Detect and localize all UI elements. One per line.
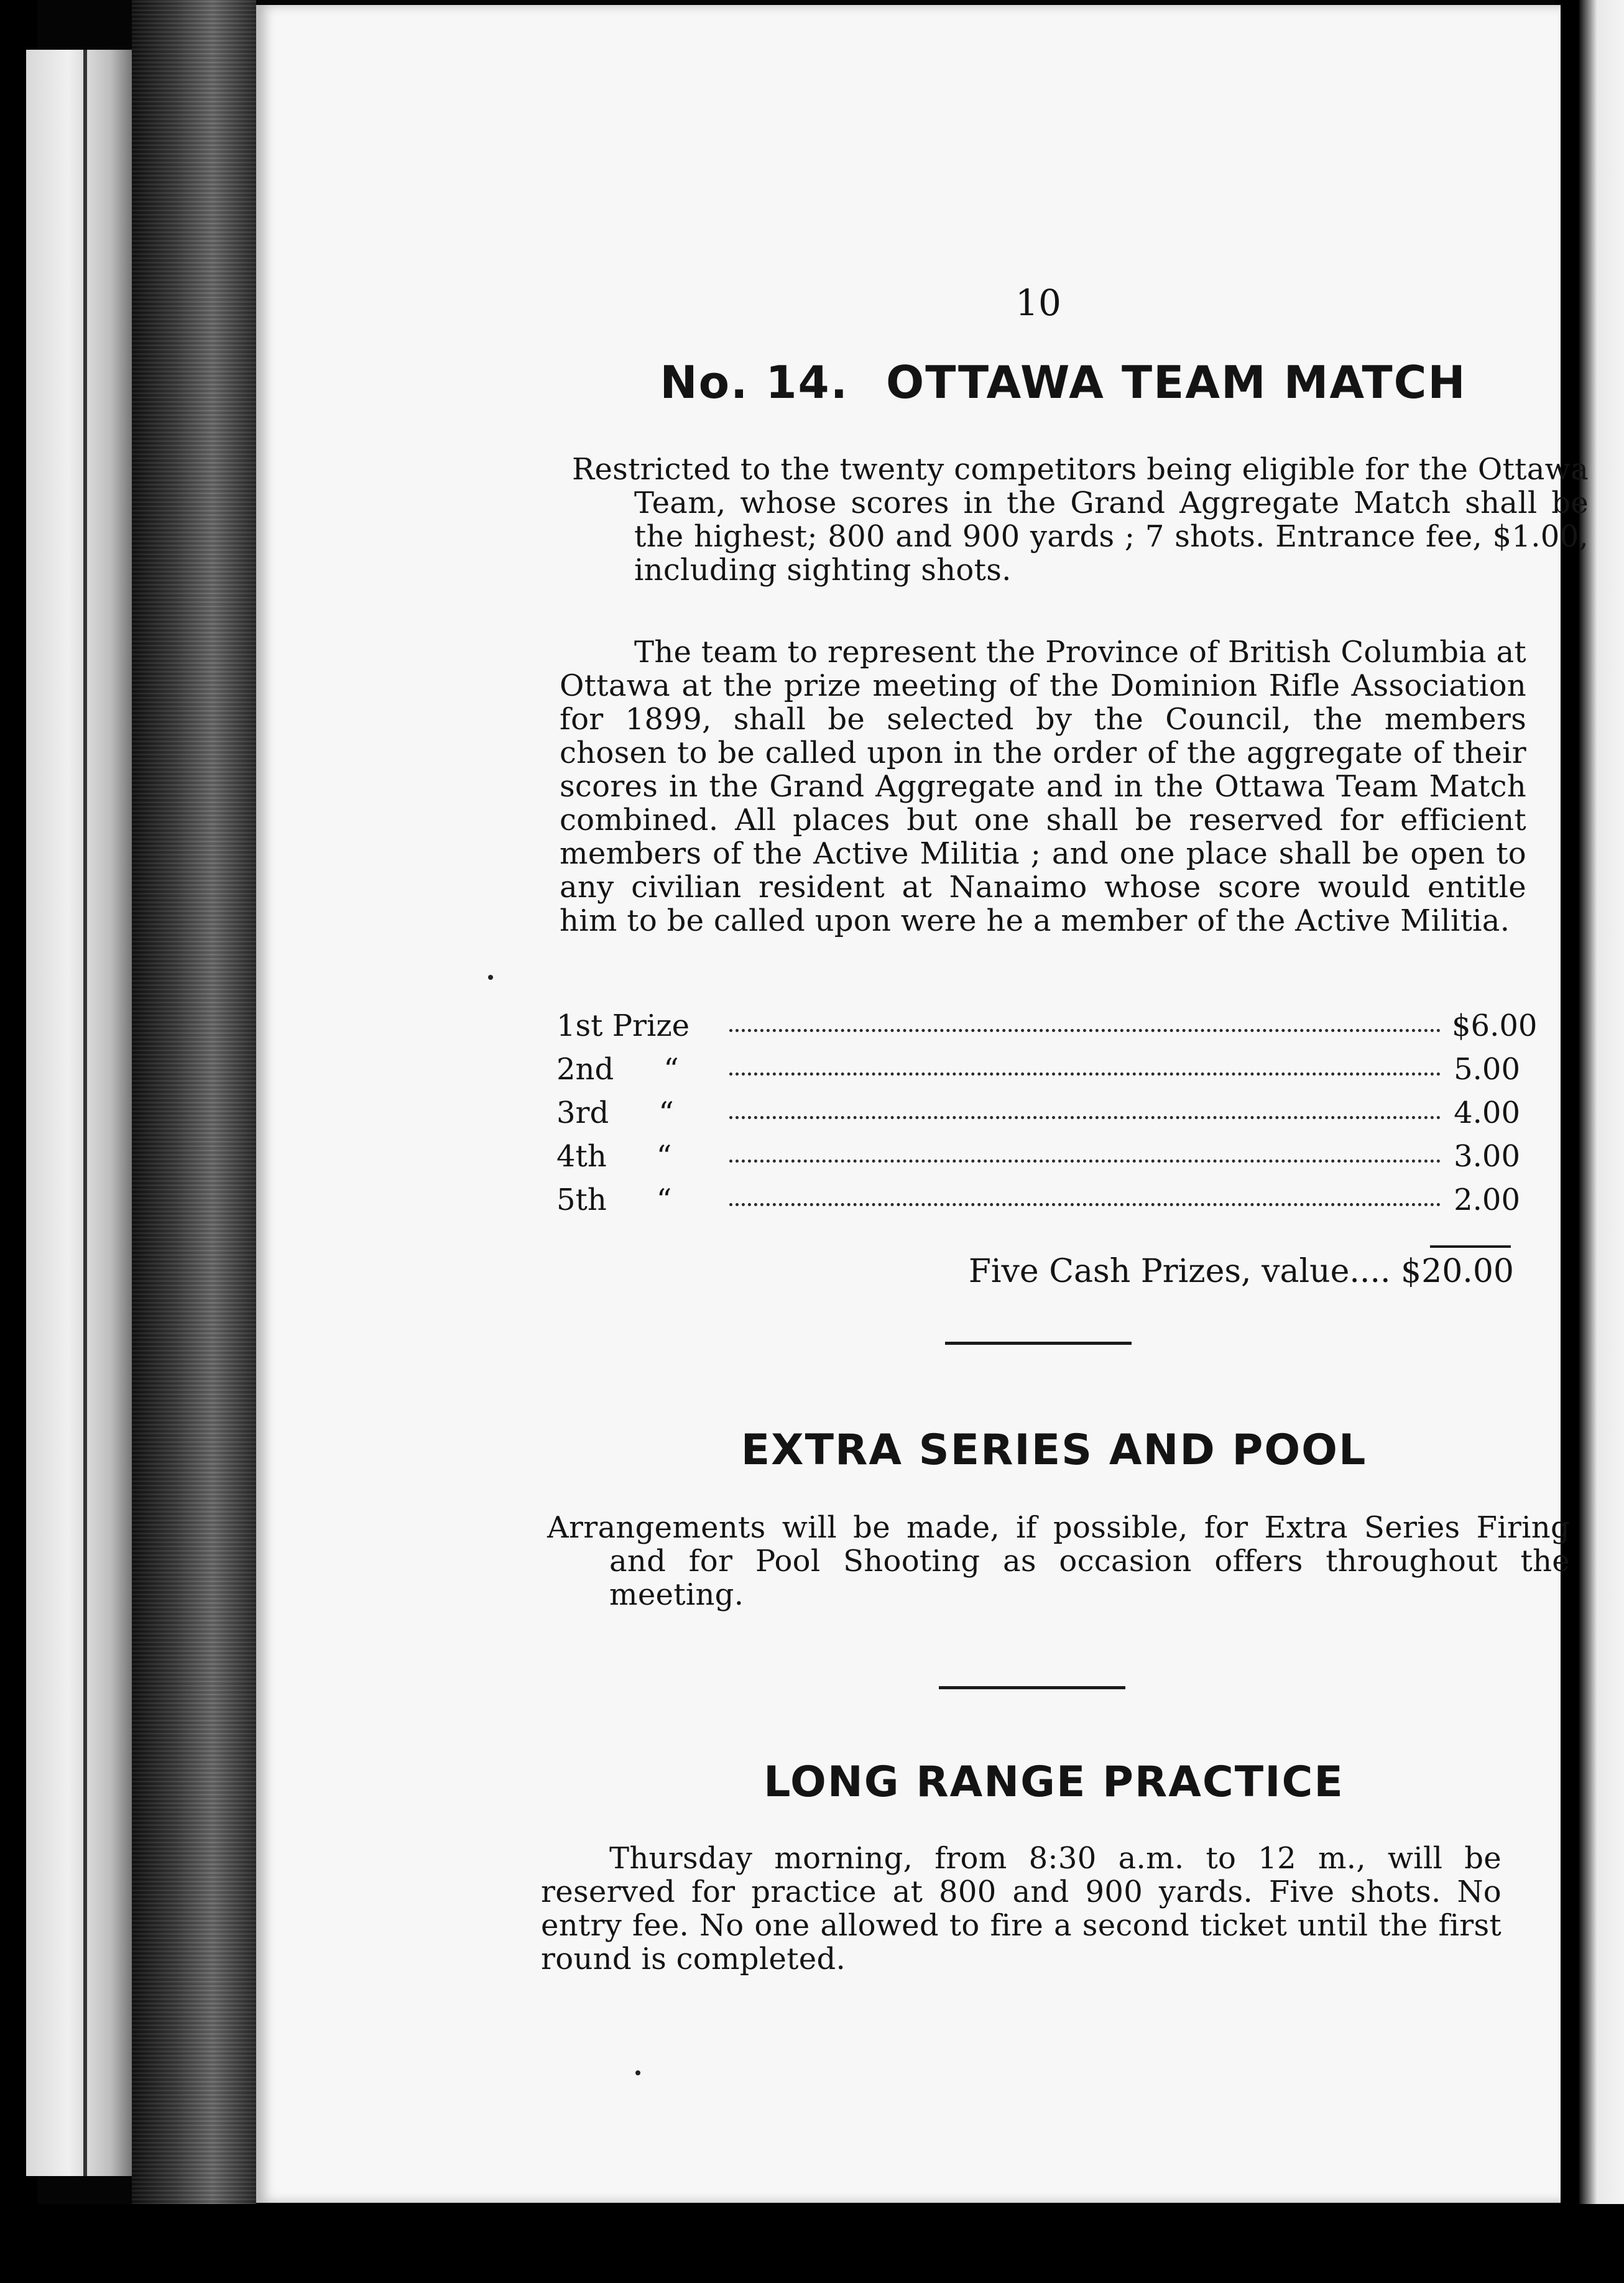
match-heading: [647, 354, 1480, 410]
prize-row: [556, 1091, 1520, 1135]
dot-leader: [729, 1116, 1441, 1119]
prize-amount: 3.00: [1454, 1139, 1520, 1174]
extra-series-paragraph: Arrangements will be made, if possible, for Extra Series Firing and for Pool Shooting as occasion offers throughout the meeting.: [547, 1510, 1570, 1612]
total-amount: $20.00: [1401, 1253, 1514, 1290]
print-speck: [488, 975, 493, 980]
long-range-paragraph: Thursday morning, from 8:30 a.m. to 12 m., will be reserved for practice at 800 and 900 yards. Five shots. No entry fee. No one allowed to fire a second ticket until the first round is completed.: [541, 1841, 1502, 1976]
prize-list: [556, 1004, 1538, 1222]
dot-leader: [729, 1203, 1441, 1206]
prize-row: [556, 1048, 1520, 1091]
scan-bottom-margin: [0, 2204, 1624, 2283]
prize-total-line: [870, 1250, 1514, 1293]
book-cover-spine: [132, 0, 256, 2213]
dot-leader: [729, 1072, 1441, 1076]
prize-amount: 5.00: [1454, 1052, 1520, 1087]
page-number: 10: [1015, 282, 1061, 324]
extra-series-heading: EXTRA SERIES AND POOL: [740, 1426, 1367, 1475]
book-page-stack: [26, 50, 132, 2176]
ditto-mark: “: [658, 1095, 674, 1130]
match-title: OTTAWA TEAM MATCH: [886, 356, 1467, 408]
print-speck: [635, 2070, 640, 2075]
prize-place: 3rd: [556, 1095, 609, 1130]
prize-place: 5th: [556, 1183, 607, 1217]
prize-place: 4th: [556, 1139, 607, 1174]
total-label: Five Cash Prizes, value....: [968, 1253, 1391, 1290]
prize-label: Prize: [612, 1008, 690, 1043]
prize-row: [556, 1178, 1520, 1222]
dot-leader: [729, 1160, 1441, 1163]
team-selection-paragraph: The team to represent the Province of British Columbia at Ottawa at the prize meeting of the Dominion Rifle Association for 1899, shall be selected by the Council, the members chosen to be called upon in the order of the aggregate of their scores in the Grand Aggregate and in the Ottawa Team Match combined. All places but one shall be reserved for efficient members of the Active Militia ; and one place shall be open to any civilian resident at Nanaimo whose score would entitle him to be called upon were he a member of the Active Militia.: [560, 635, 1526, 938]
section-divider: [945, 1342, 1132, 1345]
prize-place: 1st: [556, 1008, 603, 1043]
prize-amount: $6.00: [1452, 1008, 1538, 1043]
match-eligibility-paragraph: Restricted to the twenty competitors being eligible for the Ottawa Team, whose scores in the Grand Aggregate Match shall be the highest; 800 and 900 yards ; 7 shots. Entrance fee, $1.00, including sighting shots.: [572, 452, 1589, 588]
match-number: No. 14.: [660, 356, 849, 408]
long-range-heading: LONG RANGE PRACTICE: [764, 1758, 1344, 1807]
section-divider: [939, 1686, 1125, 1689]
prize-row: [556, 1004, 1538, 1048]
prize-amount: 2.00: [1454, 1183, 1520, 1217]
dot-leader: [729, 1029, 1441, 1032]
prize-amount: 4.00: [1454, 1095, 1520, 1130]
prize-row: [556, 1135, 1520, 1178]
total-rule: [1430, 1245, 1511, 1248]
prize-place: 2nd: [556, 1052, 614, 1087]
ditto-mark: “: [656, 1183, 672, 1217]
ditto-mark: “: [663, 1052, 679, 1087]
ditto-mark: “: [656, 1139, 672, 1174]
facing-page-edge: [1579, 0, 1624, 2283]
